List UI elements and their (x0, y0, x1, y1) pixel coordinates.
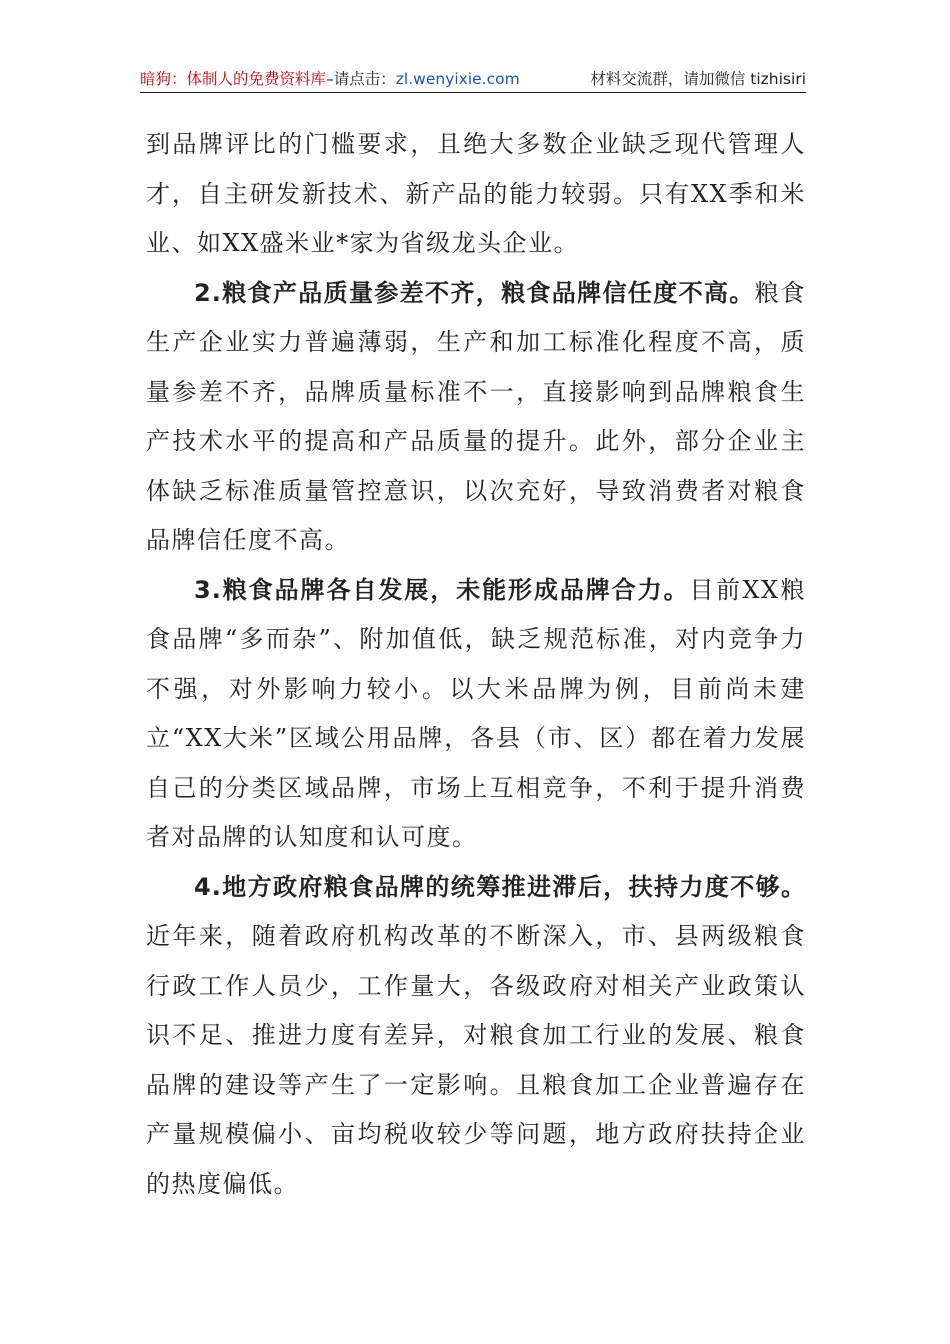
document-body (146, 120, 806, 1209)
paragraph-section-3 (146, 566, 806, 863)
paragraph-text: 粮食生产企业实力普遍薄弱，生产和加工标准化程度不高，质量参差不齐，品牌质量标准不一，直接影响到品牌粮食生产技术水平的提高和产品质量的提升。此外，部分企业主体缺乏标准质量管控意识，以次充好，导致消费者对粮食品牌信任度不高。 (146, 278, 806, 554)
header-url-link[interactable]: zl.wenyixie.com (395, 70, 520, 88)
paragraph-text: 目前XX粮食品牌“多而杂”、附加值低，缺乏规范标准，对内竞争力不强，对外影响力较小。以大米品牌为例，目前尚未建立“XX大米”区域公用品牌，各县（市、区）都在着力发展自己的分类区域品牌，市场上互相竞争，不利于提升消费者对品牌的认知度和认可度。 (146, 575, 806, 851)
paragraph-section-4 (146, 863, 806, 1210)
paragraph-section-2 (146, 269, 806, 566)
section-heading: 4.地方政府粮食品牌的统筹推进滞后，扶持力度不够。 (194, 872, 806, 901)
page-header (140, 66, 806, 93)
paragraph-text: 近年来，随着政府机构改革的不断深入，市、县两级粮食行政工作人员少，工作量大，各级政府对相关产业政策认识不足、推进力度有差异，对粮食加工行业的发展、粮食品牌的建设等产生了一定影响。且粮食加工企业普遍存在产量规模偏小、亩均税收较少等问题，地方政府扶持企业的热度偏低。 (146, 922, 806, 1198)
header-brand: 暗狗：体制人的免费资料库 (140, 70, 327, 88)
header-group-note: 材料交流群，请加微信 tizhisiri (590, 70, 806, 88)
section-heading: 3.粮食品牌各自发展，未能形成品牌合力。 (194, 575, 690, 604)
section-heading: 2.粮食产品质量参差不齐，粮食品牌信任度不高。 (194, 278, 755, 307)
paragraph-text: 到品牌评比的门槛要求，且绝大多数企业缺乏现代管理人才，自主研发新技术、新产品的能力较弱。只有XX季和米业、如XX盛米业*家为省级龙头企业。 (146, 130, 806, 257)
paragraph-continuation (146, 120, 806, 269)
header-link-prefix: –请点击： (326, 70, 396, 88)
